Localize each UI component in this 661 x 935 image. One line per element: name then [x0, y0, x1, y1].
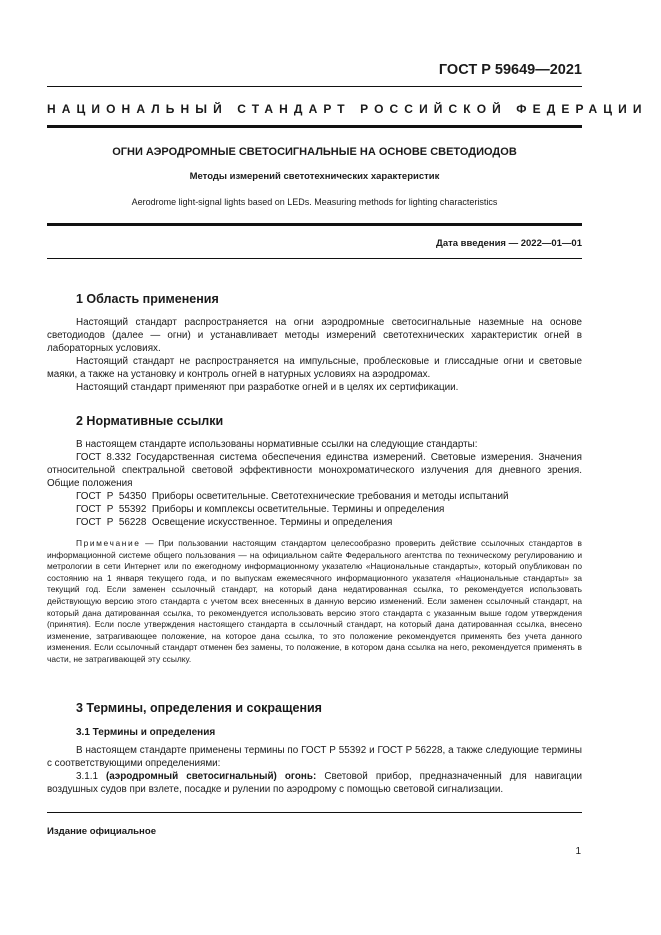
- section-1-paragraph: Настоящий стандарт применяют при разработке огней и в целях их сертификации.: [76, 382, 459, 393]
- title-rule-bottom: [47, 223, 582, 226]
- note-label: Примечание: [76, 538, 141, 548]
- section-3-1-heading: 3.1 Термины и определения: [76, 727, 216, 738]
- section-1-paragraph: Настоящий стандарт распространяется на огни аэродромные светосигнальные наземные на основе светодиодов (далее — огни) и устанавливает методы измерений светотехнических характеристик огней в лабораторных условиях.: [47, 317, 582, 354]
- reference-item: ГОСТ 8.332 Государственная система обеспечения единства измерений. Световые измерения. Значения относительной спектральной световой эффективности монохроматического излучения для дневного зрения. Общие положения: [47, 452, 582, 489]
- title-rule-top: [47, 125, 582, 128]
- official-edition-label: Издание официальное: [47, 826, 157, 837]
- national-standard-title: НАЦИОНАЛЬНЫЙ СТАНДАРТ РОССИЙСКОЙ ФЕДЕРАЦИИ: [47, 102, 648, 116]
- reference-item: ГОСТ Р 55392 Приборы и комплексы осветительные. Термины и определения: [76, 504, 445, 515]
- term-text: Световой прибор, предназначенный для навигации воздушных судов при взлете, посадке и рулении по аэродрому с помощью световой сигнализации.: [47, 771, 582, 795]
- document-subtitle: Методы измерений светотехнических характеристик: [189, 171, 440, 182]
- reference-item: ГОСТ Р 56228 Освещение искусственное. Термины и определения: [76, 517, 393, 528]
- note-text: — При пользовании настоящим стандартом целесообразно проверить действие ссылочных стандартов в информационной системе общего пользования — на официальном сайте Федерального агентства по техническому регулированию и метрологии в сети Интернет или по ежегодному информационному указателю «Национальные стандарты», который опубликован по состоянию на 1 января текущего года, и по выпускам ежемесячного информационного указателя «Национальные стандарты» за текущий год. Если заменен ссылочный стандарт, на который дана недатированная ссылка, то рекомендуется использовать действующую версию этого стандарта с учетом всех внесенных в данную версию изменений. Если заменен ссылочный стандарт, на который дана датированная ссылка, то рекомендуется использовать версию этого стандарта с указанным выше годом утверждения (принятия). Если после утверждения настоящего стандарта в ссылочный стандарт, на который дана датированная ссылка, внесено изменение, затрагивающее положение, на которое дана ссылка, то это положение рекомендуется применять без учета данного изменения. Если ссылочный стандарт отменен без замены, то положение, в котором дана ссылка на него, рекомендуется применять в части, не затрагивающей эту ссылку.: [47, 538, 582, 664]
- references-note: [47, 538, 582, 666]
- section-2-body: [47, 438, 582, 529]
- term-name: (аэродромный светосигнальный) огонь:: [106, 771, 317, 782]
- introduction-date: Дата введения — 2022—01—01: [436, 238, 582, 249]
- footer-rule: [47, 812, 582, 813]
- references-intro: В настоящем стандарте использованы нормативные ссылки на следующие стандарты:: [76, 439, 478, 450]
- section-2-heading: 2 Нормативные ссылки: [76, 414, 224, 428]
- term-definition: [47, 770, 582, 796]
- date-rule: [47, 258, 582, 259]
- document-title: ОГНИ АЭРОДРОМНЫЕ СВЕТОСИГНАЛЬНЫЕ НА ОСНОВЕ СВЕТОДИОДОВ: [112, 146, 517, 158]
- section-1-heading: 1 Область применения: [76, 292, 219, 306]
- section-1-body: [47, 316, 582, 394]
- gost-number: ГОСТ Р 59649—2021: [438, 62, 582, 78]
- document-title-english: Aerodrome light-signal lights based on LEDs. Measuring methods for lighting characteristics: [131, 197, 498, 207]
- reference-item: ГОСТ Р 54350 Приборы осветительные. Светотехнические требования и методы испытаний: [76, 491, 509, 502]
- page-number: 1: [575, 846, 581, 857]
- term-number: 3.1.1: [76, 771, 107, 782]
- terms-intro: В настоящем стандарте применены термины по ГОСТ Р 55392 и ГОСТ Р 56228, а также следующие термины с соответствующими определениями:: [47, 745, 582, 769]
- section-3-body: [47, 744, 582, 796]
- section-1-paragraph: Настоящий стандарт не распространяется на импульсные, проблесковые и глиссадные огни и световые маяки, а также на установку и контроль огней в натурных условиях на аэродромах.: [47, 356, 582, 380]
- top-rule: [47, 86, 582, 87]
- section-3-heading: 3 Термины, определения и сокращения: [76, 701, 322, 715]
